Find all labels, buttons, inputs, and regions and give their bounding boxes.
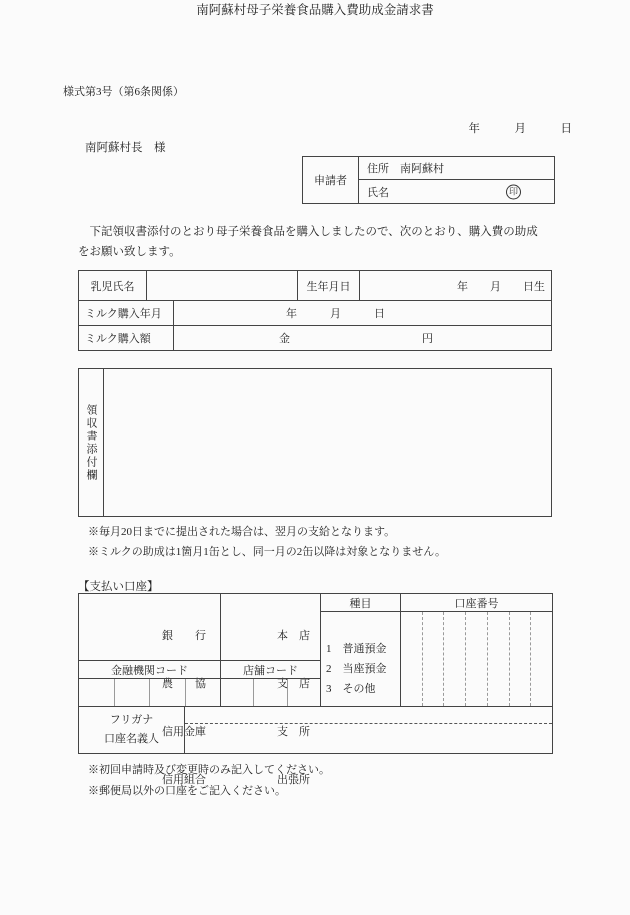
- infant-name-field: [147, 271, 298, 300]
- receipt-attachment-box: [78, 368, 552, 517]
- bank-code-digit-box: [114, 679, 150, 706]
- shop-code-digit-box: [253, 679, 286, 706]
- birthdate-label: 生年月日: [298, 271, 360, 300]
- furigana-divider: [185, 723, 552, 724]
- birthdate-field: 年 月 日生: [457, 280, 545, 293]
- table-row: [79, 300, 551, 325]
- shop-code-header: 店舗コード: [221, 661, 321, 679]
- account-number-digit-box: [530, 612, 552, 706]
- milk-amount-field: [174, 326, 551, 350]
- table-row: [79, 325, 551, 350]
- shop-code-digit-box: [221, 679, 253, 706]
- bank-code-digit-box: [185, 679, 221, 706]
- account-number-digit-box: [509, 612, 531, 706]
- account-number-digit-box: [487, 612, 509, 706]
- furigana-label: フリガナ: [109, 714, 154, 726]
- account-type-option: 3 その他: [326, 683, 376, 695]
- purchase-table: [78, 270, 552, 351]
- account-holder-field: [185, 707, 552, 753]
- bank-type-option: 信用組合: [162, 774, 206, 786]
- form-title: 南阿蘇村母子栄養食品購入費助成金請求書: [196, 3, 434, 17]
- body-paragraph: [78, 222, 564, 262]
- branch-type-option: 支 店: [277, 678, 310, 690]
- payment-section-heading: 【支払い口座】: [78, 581, 159, 593]
- note-first-application: ※初回申請時及び変更時のみ記入してください。: [88, 764, 330, 776]
- account-number-digit-box: [401, 612, 422, 706]
- shop-code-digit-box: [287, 679, 320, 706]
- body-line-1: 下記領収書添付のとおり母子栄養食品を購入しましたので、次のとおり、購入費の助成: [78, 226, 538, 238]
- holder-label: 口座名義人: [104, 733, 159, 745]
- account-type-options: [321, 612, 401, 707]
- seal-icon: 印: [506, 184, 521, 199]
- receipt-box-label-column: [79, 369, 104, 516]
- branch-type-option: 支 所: [277, 726, 310, 738]
- bank-type-option: 農 協: [162, 678, 206, 690]
- receipt-box-label: 領収書添付欄: [85, 403, 97, 482]
- branch-type-option: 出張所: [277, 774, 310, 786]
- table-row: [79, 271, 551, 300]
- applicant-name-label: 氏名: [367, 186, 389, 199]
- amount-suffix: 円: [422, 333, 433, 345]
- bank-type-option: 信用金庫: [162, 726, 206, 738]
- shop-code-boxes: [221, 679, 321, 707]
- account-type-option: 2 当座預金: [326, 663, 387, 675]
- bank-code-digit-box: [149, 679, 185, 706]
- branch-type-option: 本 店: [277, 630, 310, 642]
- milk-amount-label: ミルク購入額: [79, 326, 174, 350]
- account-number-digit-box: [465, 612, 487, 706]
- account-holder-label-cell: [79, 707, 185, 753]
- note-milk-limit: ※ミルクの助成は1箇月1缶とし、同一月の2缶以降は対象となりません。: [88, 546, 446, 558]
- date-line: 年 月 日: [468, 123, 572, 135]
- infant-name-label: 乳児氏名: [79, 271, 147, 300]
- bank-code-digit-box: [79, 679, 114, 706]
- note-no-post-office: ※郵便局以外の口座をご記入ください。: [88, 785, 286, 797]
- applicant-address: 住所 南阿蘇村: [359, 157, 554, 180]
- addressee: 南阿蘇村長 様: [85, 142, 166, 154]
- milk-month-label: ミルク購入年月: [79, 301, 174, 325]
- form-number: 様式第3号（第6条関係）: [63, 86, 184, 98]
- applicant-table: [302, 156, 555, 204]
- applicant-name-row: [359, 180, 554, 203]
- account-type-header: 種目: [321, 594, 401, 612]
- amount-prefix: 金: [279, 333, 290, 345]
- body-line-2: をお願い致します。: [78, 246, 181, 258]
- bank-type-option: 銀 行: [162, 630, 206, 642]
- bank-code-boxes: [79, 679, 221, 707]
- applicant-label: 申請者: [303, 157, 359, 203]
- account-number-digit-box: [422, 612, 444, 706]
- account-number-digit-box: [443, 612, 465, 706]
- milk-month-field: 年 月 日: [286, 308, 385, 320]
- note-submission-deadline: ※毎月20日までに提出された場合は、翌月の支給となります。: [88, 526, 396, 538]
- bank-code-header: 金融機関コード: [79, 661, 221, 679]
- account-number-boxes: [401, 612, 552, 707]
- account-type-option: 1 普通預金: [326, 643, 387, 655]
- account-number-header: 口座番号: [401, 594, 552, 612]
